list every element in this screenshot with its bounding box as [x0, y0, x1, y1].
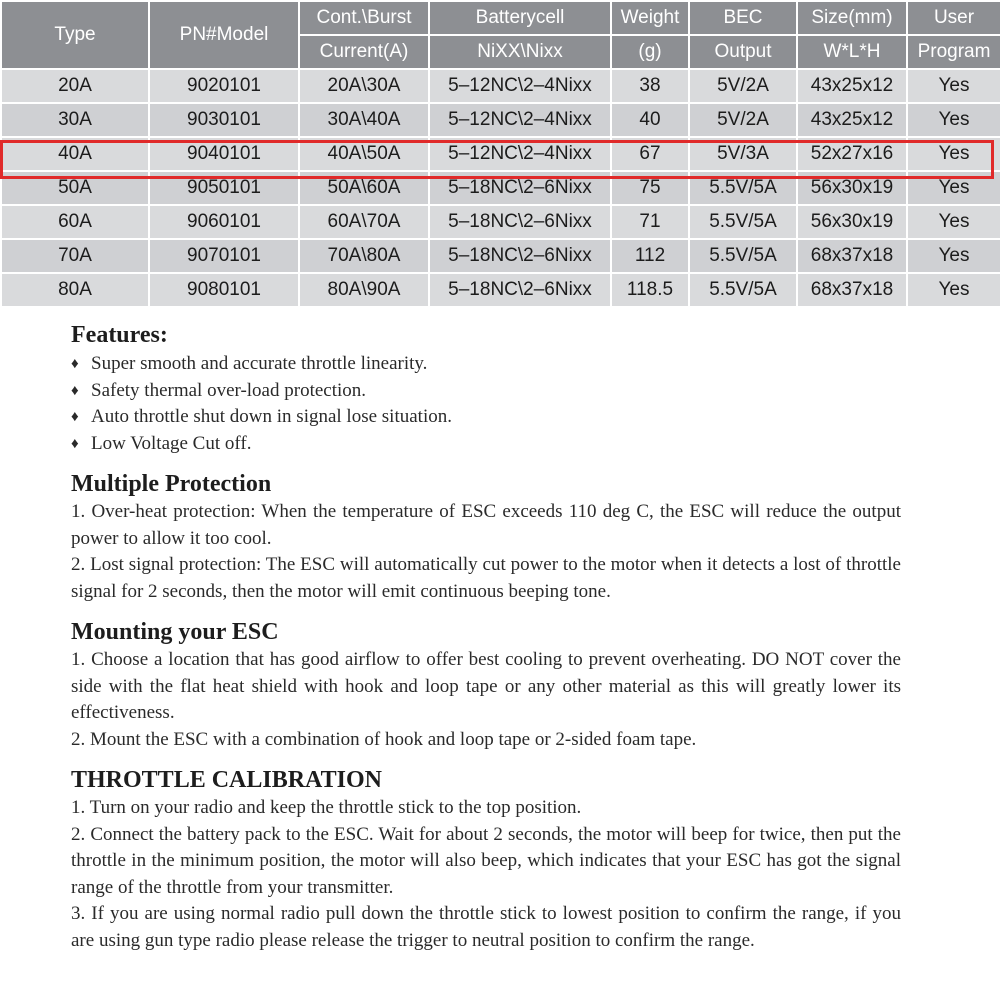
header-type: Type: [1, 1, 149, 69]
table-row: [1, 69, 1000, 103]
cell-weight: 38: [611, 69, 689, 103]
spec-table-body: [1, 69, 1000, 307]
protection-paragraph: 2. Lost signal protection: The ESC will automatically cut power to the motor when it detects a lost of throttle signal for 2 seconds, then the motor will emit continuous beeping tone.: [71, 554, 901, 602]
diamond-bullet-icon: ♦: [71, 409, 79, 425]
cell-pn-model: 9020101: [149, 69, 299, 103]
cell-battery: 5–18NC\2–6Nixx: [429, 239, 611, 273]
cell-type: 80A: [1, 273, 149, 307]
cell-current: 80A\90A: [299, 273, 429, 307]
cell-pn-model: 9070101: [149, 239, 299, 273]
cell-type: 50A: [1, 171, 149, 205]
cell-pn-model: 9080101: [149, 273, 299, 307]
cell-pn-model: 9060101: [149, 205, 299, 239]
cell-size: 56x30x19: [797, 171, 907, 205]
calibration-paragraph: 2. Connect the battery pack to the ESC. Wait for about 2 seconds, the motor will beep for twice, then put the throttle in the minimum position, the motor will also beep, which indicates that your ESC has got the signal range of the throttle from your transmitter.: [71, 823, 901, 898]
calibration-heading: THROTTLE CALIBRATION: [71, 767, 382, 793]
cell-type: 60A: [1, 205, 149, 239]
cell-size: 68x37x18: [797, 273, 907, 307]
cell-current: 40A\50A: [299, 137, 429, 171]
feature-text: Safety thermal over-load protection.: [91, 379, 367, 401]
cell-bec-output: 5V/2A: [689, 103, 797, 137]
cell-size: 52x27x16: [797, 137, 907, 171]
cell-current: 30A\40A: [299, 103, 429, 137]
diamond-bullet-icon: ♦: [71, 382, 79, 399]
header-weight-top: Weight: [611, 1, 689, 35]
header-user-bottom: Program: [907, 35, 1000, 69]
cell-bec-output: 5.5V/5A: [689, 239, 797, 273]
cell-weight: 112: [611, 239, 689, 273]
table-row: [1, 103, 1000, 137]
cell-current: 70A\80A: [299, 239, 429, 273]
cell-weight: 118.5: [611, 273, 689, 307]
cell-user-program: Yes: [907, 103, 1000, 137]
diamond-bullet-icon: ♦: [71, 435, 79, 452]
cell-weight: 40: [611, 103, 689, 137]
feature-item: [71, 431, 901, 458]
cell-pn-model: 9030101: [149, 103, 299, 137]
cell-bec-output: 5.5V/5A: [689, 171, 797, 205]
table-row: [1, 273, 1000, 307]
features-list: [71, 351, 901, 457]
cell-battery: 5–12NC\2–4Nixx: [429, 69, 611, 103]
cell-size: 56x30x19: [797, 205, 907, 239]
cell-current: 60A\70A: [299, 205, 429, 239]
diamond-bullet-icon: ♦: [71, 356, 79, 372]
cell-weight: 67: [611, 137, 689, 171]
cell-pn-model: 9050101: [149, 171, 299, 205]
spec-table-header: [1, 1, 1000, 69]
feature-text: Auto throttle shut down in signal lose situation.: [91, 406, 452, 427]
cell-user-program: Yes: [907, 273, 1000, 307]
header-size-bottom: W*L*H: [797, 35, 907, 69]
feature-item: [71, 351, 901, 378]
cell-bec-output: 5.5V/5A: [689, 205, 797, 239]
feature-item: [71, 404, 901, 431]
document-body: [71, 320, 901, 954]
cell-size: 43x25x12: [797, 103, 907, 137]
cell-size: 43x25x12: [797, 69, 907, 103]
header-size-top: Size(mm): [797, 1, 907, 35]
spec-table: [0, 0, 1000, 308]
cell-battery: 5–18NC\2–6Nixx: [429, 273, 611, 307]
feature-text: Super smooth and accurate throttle linearity.: [91, 353, 428, 374]
header-current-bottom: Current(A): [299, 35, 429, 69]
header-weight-bottom: (g): [611, 35, 689, 69]
table-row: [1, 171, 1000, 205]
header-battery-top: Batterycell: [429, 1, 611, 35]
cell-battery: 5–18NC\2–6Nixx: [429, 171, 611, 205]
cell-user-program: Yes: [907, 239, 1000, 273]
mounting-paragraph: 1. Choose a location that has good airflow to offer best cooling to prevent overheating. DO NOT cover the side with the flat heat shield with hook and loop tape or any other material as this will greatly lower its effectiveness.: [71, 649, 901, 723]
table-row: [1, 205, 1000, 239]
features-heading: Features:: [71, 322, 168, 348]
protection-paragraph: 1. Over-heat protection: When the temperature of ESC exceeds 110 deg C, the ESC will reduce the output power to allow it too cool.: [71, 501, 901, 549]
header-battery-bottom: NiXX\Nixx: [429, 35, 611, 69]
header-bec-bottom: Output: [689, 35, 797, 69]
cell-battery: 5–12NC\2–4Nixx: [429, 137, 611, 171]
calibration-paragraph: 1. Turn on your radio and keep the throttle stick to the top position.: [71, 797, 582, 818]
cell-type: 70A: [1, 239, 149, 273]
protection-heading: Multiple Protection: [71, 471, 272, 497]
cell-pn-model: 9040101: [149, 137, 299, 171]
header-current-top: Cont.\Burst: [299, 1, 429, 35]
header-user-top: User: [907, 1, 1000, 35]
cell-bec-output: 5V/2A: [689, 69, 797, 103]
cell-user-program: Yes: [907, 137, 1000, 171]
calibration-paragraph: 3. If you are using normal radio pull down the throttle stick to lowest position to confirm the range, if you are using gun type radio please release the trigger to neutral position to confirm the range.: [71, 903, 901, 951]
cell-battery: 5–12NC\2–4Nixx: [429, 103, 611, 137]
cell-size: 68x37x18: [797, 239, 907, 273]
header-bec-top: BEC: [689, 1, 797, 35]
cell-user-program: Yes: [907, 205, 1000, 239]
cell-type: 20A: [1, 69, 149, 103]
cell-weight: 75: [611, 171, 689, 205]
cell-type: 40A: [1, 137, 149, 171]
feature-item: [71, 378, 901, 405]
cell-current: 20A\30A: [299, 69, 429, 103]
mounting-paragraph: 2. Mount the ESC with a combination of hook and loop tape or 2-sided foam tape.: [71, 728, 697, 750]
cell-battery: 5–18NC\2–6Nixx: [429, 205, 611, 239]
cell-weight: 71: [611, 205, 689, 239]
cell-user-program: Yes: [907, 171, 1000, 205]
header-pn-model: PN#Model: [149, 1, 299, 69]
cell-user-program: Yes: [907, 69, 1000, 103]
cell-type: 30A: [1, 103, 149, 137]
mounting-heading: Mounting your ESC: [71, 619, 279, 645]
table-row-highlighted: [1, 137, 1000, 171]
cell-current: 50A\60A: [299, 171, 429, 205]
table-row: [1, 239, 1000, 273]
cell-bec-output: 5.5V/5A: [689, 273, 797, 307]
cell-bec-output: 5V/3A: [689, 137, 797, 171]
feature-text: Low Voltage Cut off.: [91, 432, 252, 454]
